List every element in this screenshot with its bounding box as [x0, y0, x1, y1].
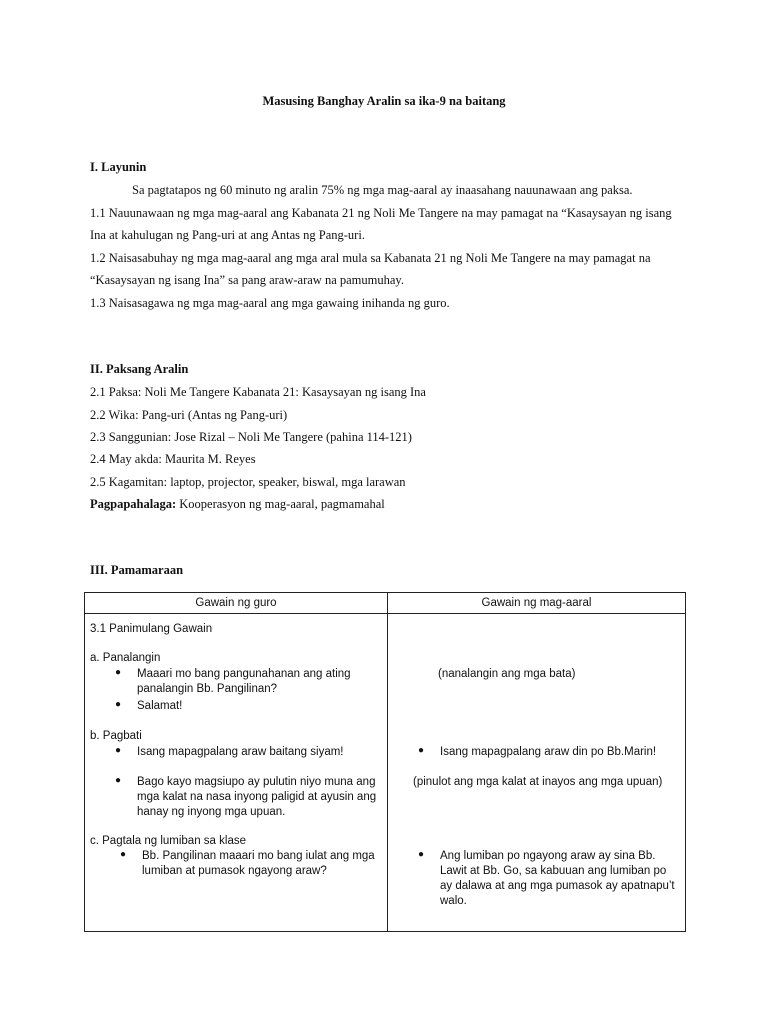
layunin-line: 1.3 Naisasagawa ng mga mag-aaral ang mga gawaing inihanda ng guro. — [90, 296, 450, 310]
values-label: Pagpapahalaga: — [90, 497, 177, 511]
layunin-line: 1.1 Nauunawaan ng mga mag-aaral ang Kabanata 21 ng Noli Me Tangere na may pamagat na “Kasaysayan ng isang — [90, 206, 672, 220]
values-text: Kooperasyon ng mag-aaral, pagmamahal — [176, 497, 385, 511]
subsection-label-pagbati: b. Pagbati — [90, 730, 142, 742]
teacher-line: Bago kayo magsiupo ay pulutin niyo muna ang — [137, 776, 376, 788]
paksa-item: 2.2 Wika: Pang-uri (Antas ng Pang-uri) — [90, 408, 288, 422]
teacher-line: hanay ng inyong mga upuan. — [137, 806, 286, 818]
table-header-row — [85, 593, 686, 614]
layunin-intro: Sa pagtatapos ng 60 minuto ng aralin 75% ng mga mag-aaral ay inaasahang nauunawaan ang paksa. — [132, 183, 633, 197]
bullet: ● — [115, 775, 122, 786]
section-heading-pamamaraan: III. Pamamaraan — [90, 563, 184, 577]
teacher-line: mga kalat na nasa inyong paligid at ayusin ang — [137, 791, 377, 803]
teacher-line: lumiban at pumasok ngayong araw? — [142, 865, 327, 877]
subsection-label-pagtala: c. Pagtala ng lumiban sa klase — [90, 835, 246, 847]
teacher-line: Salamat! — [137, 700, 183, 712]
procedure-table — [84, 592, 686, 932]
teacher-line: Isang mapagpalang araw baitang siyam! — [137, 746, 344, 758]
column-header-student: Gawain ng mag-aaral — [388, 593, 686, 614]
layunin-line: Ina at kahulugan ng Pang-uri at ang Antas ng Pang-uri. — [90, 228, 365, 242]
bullet: ● — [418, 849, 425, 860]
section-label: 3.1 Panimulang Gawain — [90, 623, 213, 635]
student-response: Ang lumiban po ngayong araw ay sina Bb. — [440, 850, 656, 862]
paksa-item: 2.3 Sanggunian: Jose Rizal – Noli Me Tangere (pahina 114-121) — [90, 430, 412, 444]
values-line — [90, 497, 385, 512]
section-heading-paksa: II. Paksang Aralin — [90, 362, 189, 376]
student-response: Lawit at Bb. Go, sa kabuuan ang lumiban po — [440, 865, 667, 877]
paksa-item: 2.4 May akda: Maurita M. Reyes — [90, 452, 256, 466]
bullet: ● — [115, 667, 122, 678]
student-response: (nanalangin ang mga bata) — [438, 668, 576, 680]
teacher-line: Bb. Pangilinan maaari mo bang iulat ang mga — [142, 850, 375, 862]
subsection-label-panalangin: a. Panalangin — [90, 652, 161, 664]
teacher-line: panalangin Bb. Pangilinan? — [137, 683, 278, 695]
bullet: ● — [418, 745, 425, 756]
column-header-teacher: Gawain ng guro — [85, 593, 388, 614]
layunin-line: “Kasaysayan ng isang Ina” sa pang araw-araw na pamumuhay. — [90, 273, 404, 287]
document-title: Masusing Banghay Aralin sa ika-9 na baitang — [262, 94, 506, 108]
student-response: Isang mapagpalang araw din po Bb.Marin! — [440, 746, 657, 758]
bullet: ● — [115, 745, 122, 756]
paksa-item: 2.1 Paksa: Noli Me Tangere Kabanata 21: Kasaysayan ng isang Ina — [90, 385, 426, 399]
layunin-line: 1.2 Naisasabuhay ng mga mag-aaral ang mga aral mula sa Kabanata 21 ng Noli Me Tangere na may pamagat na — [90, 251, 651, 265]
paksa-item: 2.5 Kagamitan: laptop, projector, speaker, biswal, mga larawan — [90, 475, 406, 489]
student-cell — [388, 614, 686, 932]
bullet: ● — [115, 699, 122, 710]
teacher-cell — [85, 614, 388, 932]
table-row — [85, 614, 686, 932]
student-response: (pinulot ang mga kalat at inayos ang mga upuan) — [413, 776, 663, 788]
teacher-line: Maaari mo bang pangunahanan ang ating — [137, 668, 351, 680]
student-response: ay dalawa at ang mga pumasok ay apatnapu’t — [440, 880, 675, 892]
section-heading-layunin: I. Layunin — [90, 160, 147, 174]
bullet: ● — [120, 849, 127, 860]
student-response: walo. — [440, 895, 467, 907]
